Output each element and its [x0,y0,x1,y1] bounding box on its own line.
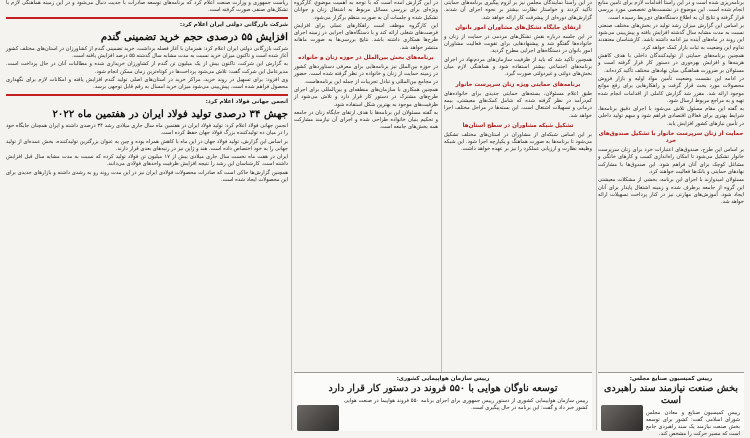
paragraph: انجمن جهانی فولاد اعلام کرد: تولید فولاد ایران در هفتمین ماه سال جاری میلادی رشد ۳۴ درصدی داشته و ایران همچنان جایگاه خود را در میان ده تولیدکننده بزرگ فولاد جهان حفظ کرده است. [6,122,288,137]
bottom-news-box [598,372,744,437]
paragraph: شرکت بازرگانی دولتی ایران اعلام کرد: همزمان با آغاز فصله برداشت، خرید تضمینی گندم از کشاورزان در استان‌های مختلف کشور آغاز شده است و تاکنون میزان خرید نسبت به مدت مشابه سال گذشته ۵۵ درصد افزایش یافته است. [6,45,288,60]
paragraph: به گفته مسئولان این برنامه‌ها با هدف ارتقای جایگاه زنان در جامعه و تحکیم بنیان خانواده طراحی شده و اجرای آن نیازمند مشارکت همه بخش‌های جامعه است. [294,109,438,131]
news-text: رییس کمیسیون صنایع و معادن مجلس شورای اسلامی گفت: کشور برای توسعه بخش صنعت نیازمند یک سند راهبردی جامع است که مسیر حرکت را مشخص کند. [646,410,740,437]
paragraph: همچنین همکاری با سازمان‌های منطقه‌ای و بین‌المللی برای اجرای طرح‌های مشترک در دستور کار قرار دارد و تلاش می‌شود از ظرفیت‌های موجود به بهترین شکل استفاده شود. [294,86,438,108]
paragraph: در ادامه این نشست وضعیت تأمین مواد اولیه و بازار فروش محصولات مورد بحث قرار گرفت و راهکارهایی برای رفع موانع موجود ارائه شد. مقرر شد گزارش کاملی از اقدامات انجام شده تهیه و به مراجع مربوط ارسال شود. [598,75,744,104]
column-divider [291,0,292,430]
column-divider [441,0,442,430]
column-divider [596,0,597,430]
red-rule [6,17,288,19]
news-kicker: رییس سازمان هواپیمایی کشوری: [396,376,490,382]
paragraph: برنامه‌ریزی شده است و در این راستا اقدامات لازم برای تأمین منابع انجام شده است. این موضوع در نشست‌های تخصصی مورد بررسی قرار گرفته و نتایج آن به اطلاع دستگاه‌های ذی‌ربط رسیده است. [598,0,744,21]
article-column-3 [294,0,438,368]
paragraph: در حوزه بین‌الملل نیز برنامه‌هایی برای معرفی دستاوردهای کشور در زمینه حمایت از زنان و خانواده در نظر گرفته شده است. حضور در مجامع بین‌المللی و تبادل تجربیات از جمله این برنامه‌هاست. [294,64,438,85]
portrait-photo [601,405,643,431]
article-kicker: انجمن جهانی فولاد اعلام کرد: [205,98,288,105]
paragraph: بر اساس این گزارش میزان رشد تولید در بخش‌های مختلف صنعتی نسبت به مدت مشابه سال گذشته افزایش یافته و پیش‌بینی می‌شود این روند در ماه‌های آینده نیز ادامه داشته باشد. کارشناسان معتقدند تداوم این وضعیت به ثبات بازار کمک خواهد کرد. [598,22,744,51]
paragraph: به گفته این مقام مسئول تلاش می‌شود با اجرای دقیق برنامه‌ها، شرایط بهتری برای فعالان اقتصادی فراهم شود و سهم تولید داخلی در تأمین نیازهای کشور افزایش یابد. [598,106,744,127]
section-subheading: ارتقای جایگاه تشکل‌های مشاوران امور بانوان [455,24,581,31]
article-column-2 [444,0,592,368]
portrait-photo [297,405,339,431]
section-subheading: برنامه‌های حمایتی ویژه زنان سرپرست خانوار [455,81,581,88]
paragraph: این کارگروه موظف است راهکارهای عملی برای افزایش فرصت‌های شغلی ارائه کند و با دستگاه‌های اجرایی در زمینه اجرای طرح‌ها همکاری داشته باشد. نتایج بررسی‌ها به صورت ماهانه منتشر خواهد شد. [294,22,438,51]
section-subheading: برنامه‌های بخش بین‌الملل در حوزه زنان و خانواده [298,55,434,62]
article-headline: جهش ۳۴ درصدی تولید فولاد ایران در هفتمین ماه ۲۰۲۲ [52,107,288,120]
paragraph: بر اساس این طرح، صندوق‌های اعتبارات خرد برای زنان سرپرست خانوار تشکیل می‌شود تا امکان راه‌اندازی کسب و کارهای خانگی و مشاغل کوچک برای آنان فراهم شود. این صندوق‌ها با مشارکت نهادهای حمایتی و بانک‌ها فعالیت خواهند کرد. [598,147,744,175]
article-kicker: شرکت بازرگانی دولتی ایران اعلام کرد: [179,21,288,28]
news-text: رییس سازمان هواپیمایی کشوری از دستور رییس جمهوری برای اجرای برنامه ۵۵۰ فروند هواپیما در صنعت هوایی کشور خبر داد و گفت: این برنامه در حال پیگیری است. [344,398,588,411]
news-kicker: رییس کمیسیون صنایع مجلس: [629,376,713,382]
paragraph: مسئولان امیدوارند با اجرای این برنامه، بخشی از مشکلات معیشتی این گروه از جامعه برطرف شده و زمینه اشتغال پایدار برای آنان ایجاد شود. آموزش‌های مهارتی نیز در کنار پرداخت تسهیلات ارائه خواهد شد. [598,177,744,206]
article-column-1 [598,0,744,368]
paragraph: ریاست جمهوری و وزارت صنعت اعلام کرد که برنامه‌های توسعه صادرات با جدیت دنبال می‌شود و در این زمینه هماهنگی لازم با تشکل‌های صنفی صورت گرفته است. [6,0,288,14]
news-headline: توسعه ناوگان هوایی با ۵۵۰ فروند در دستور کار قرار دارد [328,383,558,394]
paragraph: در این راستا نمایندگان مجلس نیز بر لزوم پیگیری برنامه‌های حمایتی تأکید کردند و خواستار نظارت بیشتر بر نحوه اجرای آن شدند. گزارش‌های دوره‌ای از پیشرفت کار ارائه خواهد شد. [444,0,592,21]
paragraph: در این گزارش آمده است که با توجه به اهمیت موضوع، کارگروه ویژه‌ای برای بررسی مسائل مربوط به اشتغال زنان و جوانان تشکیل شده و جلسات آن به صورت منظم برگزار می‌شود. [294,0,438,21]
paragraph: طبق اعلام مسئولان، بسته‌های حمایتی جدیدی برای خانواده‌های کم‌درآمد در نظر گرفته شده که شامل کمک‌های معیشتی، بیمه درمانی و تسهیلات اشتغال است. این بسته‌ها در مراحل مختلف اجرا خواهد شد. [444,90,592,119]
paragraph: همچنین تأکید شد که باید از ظرفیت سازمان‌های مردم‌نهاد در اجرای برنامه‌های اجتماعی بیشتر استفاده شود و هماهنگی لازم میان بخش‌های دولتی و غیردولتی صورت گیرد. [444,56,592,78]
paragraph: ایران در هفت ماه نخست سال جاری میلادی بیش از ۱۷ میلیون تن فولاد تولید کرده که نسبت به مدت مشابه سال قبل افزایش داشته است. کارشناسان این رشد را نتیجه افزایش ظرفیت واحدهای فولادی می‌دانند. [6,154,288,168]
news-headline: بخش صنعت نیازمند سند راهبردی است [603,383,739,406]
paragraph: وی افزود: برای تسهیل در روند خرید، مراکز خرید در استان‌های اصلی تولید گندم افزایش یافته و امکانات لازم برای نگهداری محصول فراهم شده است. پیش‌بینی می‌شود میزان خرید امسال به رقم قابل توجهی برسد. [6,77,288,91]
section-subheading: تشکیل شبکه مشاوران در سطح استان‌ها [462,122,574,129]
paragraph: همچنین گزارش‌ها حاکی است که صادرات محصولات فولادی ایران نیز در این مدت روند رو به رشدی داشته و بازارهای جدیدی برای این محصولات ایجاد شده است. [6,169,288,184]
article-column-4 [6,0,288,430]
bottom-news-box [294,372,592,431]
red-rule [6,94,288,96]
paragraph: بر اساس این گزارش، تولید فولاد جهان در این ماه با کاهش همراه بوده و چین به عنوان بزرگترین تولیدکننده، بخش عمده‌ای از تولید جهانی را به خود اختصاص داده است. هند و ژاپن نیز در رتبه‌های بعدی قرار دارند. [6,138,288,152]
paragraph: بر این اساس شبکه‌ای از مشاوران در استان‌های مختلف تشکیل می‌شود تا برنامه‌ها به صورت هماهنگ و یکپارچه اجرا شود. این شبکه وظیفه نظارت و ارزیابی عملکرد را نیز بر عهده خواهد داشت. [444,131,592,153]
article-headline: افزایش ۵۵ درصدی حجم خرید تضمینی گندم [100,30,288,43]
section-subheading: حمایت از زنان سرپرست خانوار با تشکیل صندوق‌های خرد [598,131,744,145]
paragraph: همچنین برنامه‌های حمایتی از تولیدکنندگان داخلی با هدف کاهش هزینه‌ها و افزایش بهره‌وری در دستور کار قرار گرفته است و مسئولان بر ضرورت هماهنگی میان نهادهای مختلف تأکید کرده‌اند. [598,53,744,74]
paragraph: در این جلسه درباره نقش تشکل‌های مردمی در حمایت از زنان و خانواده‌ها گفتگو شد و پیشنهادهایی برای تقویت فعالیت مشاوران امور بانوان در دستگاه‌های اجرایی مطرح گردید. [444,33,592,55]
paragraph: به گزارش این شرکت، تاکنون بیش از یک میلیون تن گندم از کشاورزان خریداری شده و مطالبات آنان در حال پرداخت است. مدیرعامل این شرکت گفت: تلاش می‌شود پرداخت‌ها در کوتاه‌ترین زمان ممکن انجام شود. [6,61,288,75]
